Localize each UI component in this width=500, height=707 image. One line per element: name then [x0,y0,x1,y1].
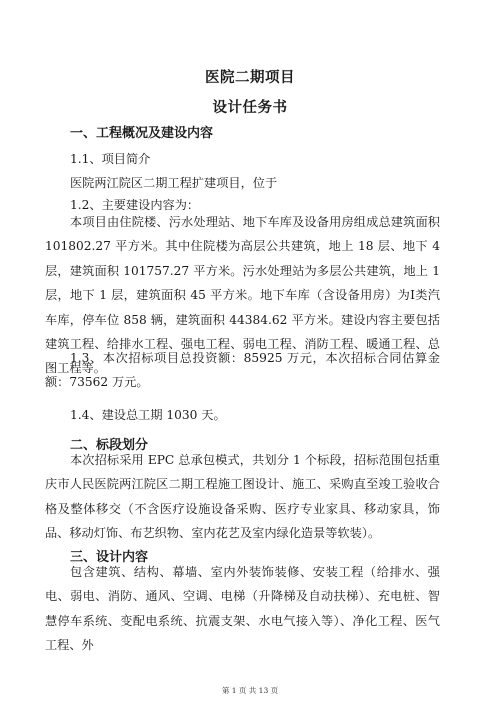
item-1-2-paragraph: 本项目由住院楼、污水处理站、地下车库及设备用房组成总建筑面积 101802.27 平方米。其中住院楼为高层公共建筑，地上 18 层、地下 4 层，建筑面积 101757.27 平方米。污水处理站为多层公共建筑，地上 1 层，地下 1 层，建筑面积 45 平方米。地下车库（含设备用房）为Ⅰ类汽车库，停车位 858 辆，建筑面积 44384.62 平方米。建设内容主要包括建筑工程、给排水工程、强电工程、弱电工程、消防工程、暖通工程、总图工程等。 [45,215,440,376]
page-footer: 第 1 页 共 13 页 [221,686,279,695]
item-1-3-paragraph: 1.3、本次招标项目总投资额：85925 万元，本次招标合同估算金额：73562 万元。 [45,351,440,390]
document-subtitle: 设计任务书 [212,99,288,116]
item-1-4-label: 1.4、建设总工期 1030 天。 [70,408,226,422]
item-1-1-label: 1.1、项目简介 [70,152,151,166]
item-1-2-label: 1.2、主要建设内容为： [70,198,200,212]
section-1-heading: 一、工程概况及建设内容 [70,126,214,141]
document-title: 医院二期项目 [205,69,295,86]
section-3-paragraph: 包含建筑、结构、幕墙、室内外装饰装修、安装工程（给排水、强电、弱电、消防、通风、空调、电梯（升降梯及自动扶梯）、充电桩、智慧停车系统、变配电系统、抗震支架、水电气接入等）、净化工程、医气工程、外 [45,565,440,653]
item-1-1-text: 医院两江院区二期工程扩建项目，位于 [70,176,278,190]
section-2-paragraph: 本次招标采用 EPC 总承包模式，共划分 1 个标段，招标范围包括重庆市人民医院两江院区二期工程施工图设计、施工、采购直至竣工验收合格及整体移交（不含医疗设施设备采购、医疗专业家具、移动家具，饰品、移动灯饰、布艺织物、室内花艺及室内绿化造景等软装）。 [45,453,440,541]
section-2-heading: 二、标段划分 [70,438,149,453]
section-3-heading: 三、设计内容 [70,550,149,565]
